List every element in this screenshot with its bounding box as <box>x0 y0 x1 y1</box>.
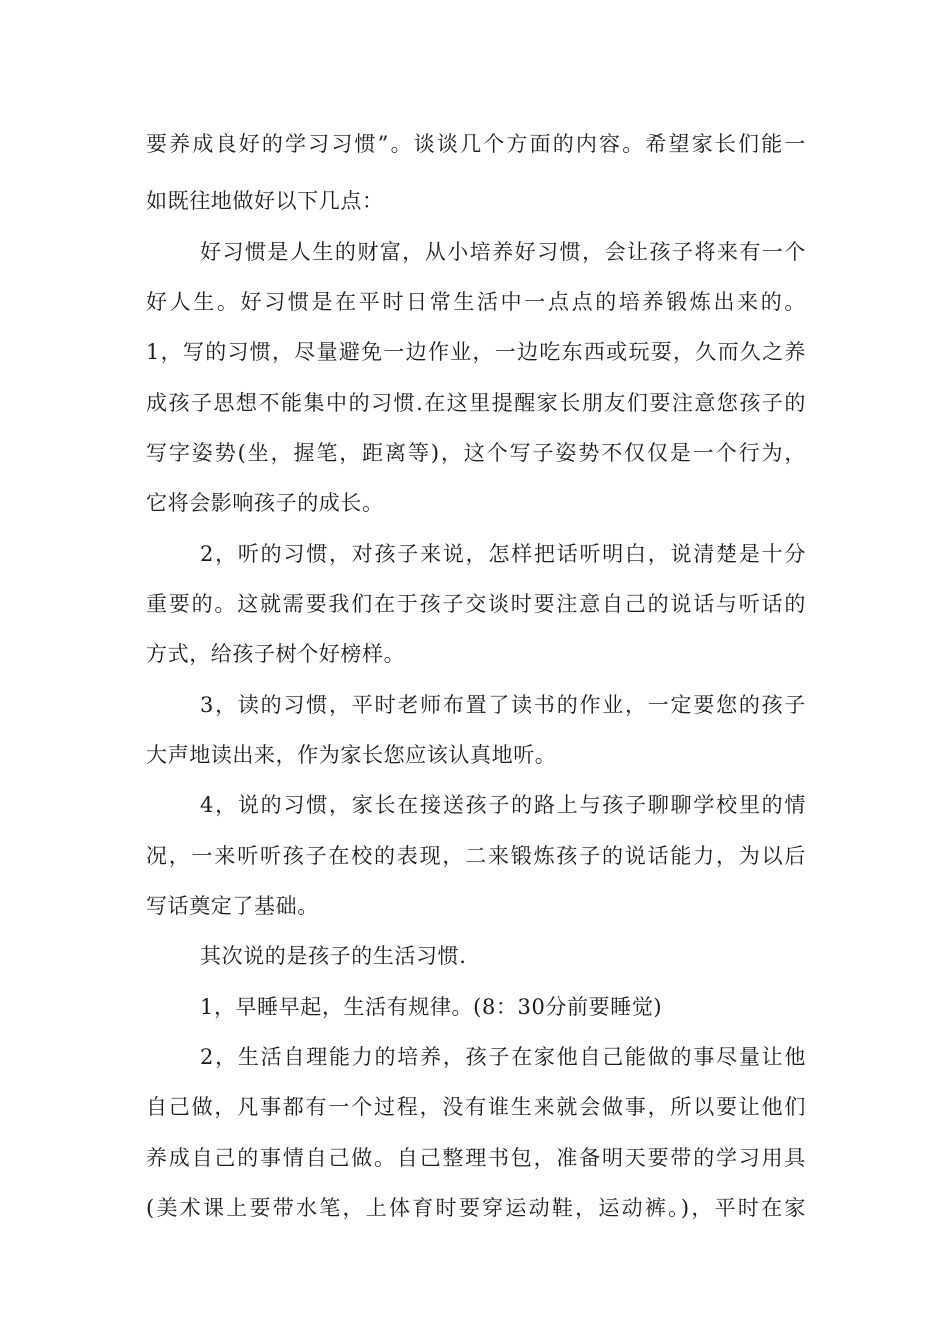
text-line: 重要的。这就需要我们在于孩子交谈时要注意自己的说话与听话的 <box>146 592 806 616</box>
paragraph-start-line: 3，读的习惯，平时老师布置了读书的作业，一定要您的孩子 <box>200 693 806 717</box>
paragraph-start-line: 2，听的习惯，对孩子来说，怎样把话听明白，说清楚是十分 <box>200 542 806 566</box>
paragraph-start-line: 好习惯是人生的财富，从小培养好习惯，会让孩子将来有一个 <box>200 240 806 264</box>
text-line: 大声地读出来，作为家长您应该认真地听。 <box>146 743 557 767</box>
text-line: 如既往地做好以下几点： <box>146 189 384 213</box>
text-line: 方式，给孩子树个好榜样。 <box>146 642 406 666</box>
text-line: 好人生。好习惯是在平时日常生活中一点点的培养锻炼出来的。 <box>146 290 806 314</box>
text-line: 成孩子思想不能集中的习惯.在这里提醒家长朋友们要注意您孩子的 <box>146 391 806 415</box>
text-line: 况，一来听听孩子在校的表现，二来锻炼孩子的说话能力，为以后 <box>146 844 806 868</box>
text-line: 要养成良好的学习习惯”。谈谈几个方面的内容。希望家长们能一 <box>146 132 806 156</box>
text-line: 它将会影响孩子的成长。 <box>146 491 384 515</box>
paragraph-start-line: 1，早睡早起，生活有规律。(8：30分前要睡觉) <box>200 995 663 1019</box>
text-line: 1，写的习惯，尽量避免一边作业，一边吃东西或玩耍，久而久之养 <box>146 340 806 364</box>
paragraph-start-line: 2，生活自理能力的培养，孩子在家他自己能做的事尽量让他 <box>200 1045 806 1069</box>
text-line: (美术课上要带水笔，上体育时要穿运动鞋，运动裤。)，平时在家 <box>146 1196 806 1220</box>
paragraph-start-line: 4，说的习惯，家长在接送孩子的路上与孩子聊聊学校里的情 <box>200 793 806 817</box>
text-line: 写话奠定了基础。 <box>146 894 319 918</box>
text-line: 养成自己的事情自己做。自己整理书包，准备明天要带的学习用具 <box>146 1146 806 1170</box>
text-line: 写字姿势(坐，握笔，距离等)，这个写子姿势不仅仅是一个行为， <box>146 441 806 465</box>
paragraph-start-line: 其次说的是孩子的生活习惯. <box>200 944 467 968</box>
text-line: 自己做，凡事都有一个过程，没有谁生来就会做事，所以要让他们 <box>146 1095 806 1119</box>
